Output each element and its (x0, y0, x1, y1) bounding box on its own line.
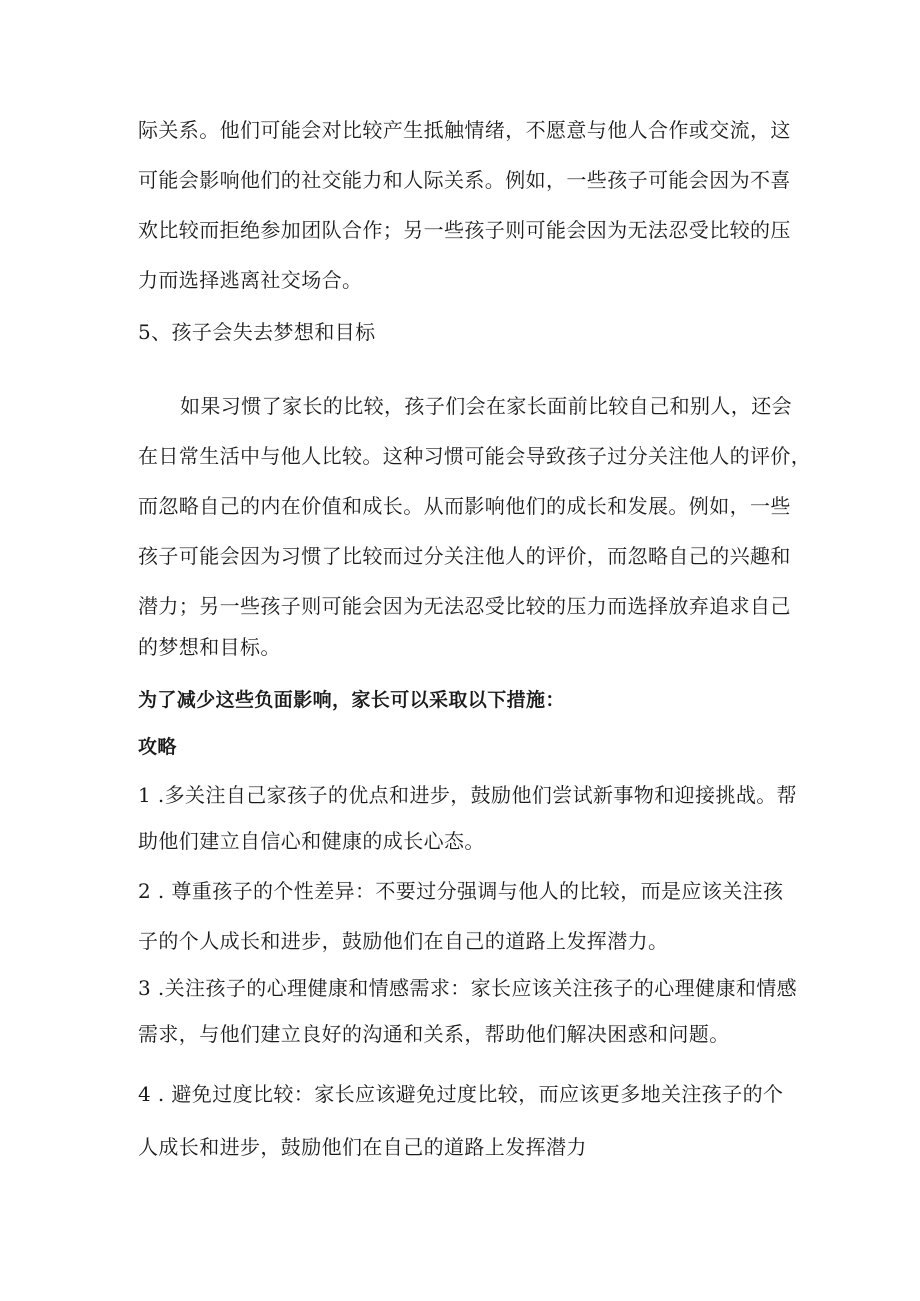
paragraph-line: 潜力；另一些孩子则可能会因为无法忍受比较的压力而选择放弃追求自己 (138, 594, 791, 618)
paragraph-line: 孩子可能会因为习惯了比较而过分关注他人的评价，而忽略自己的兴趣和 (138, 544, 791, 568)
list-item-line: 助他们建立自信心和健康的成长心态。 (138, 829, 485, 853)
list-item-line: 需求，与他们建立良好的沟通和关系，帮助他们解决困惑和问题。 (138, 1022, 730, 1046)
paragraph-line: 在日常生活中与他人比较。这种习惯可能会导致孩子过分关注他人的评价， (138, 444, 812, 468)
strategy-heading: 攻略 (138, 736, 177, 758)
paragraph-line: 的梦想和目标。 (138, 635, 281, 659)
list-item-line: 2 . 尊重孩子的个性差异：不要过分强调与他人的比较，而是应该关注孩 (138, 879, 784, 903)
paragraph-line: 欢比较而拒绝参加团队合作；另一些孩子则可能会因为无法忍受比较的压 (138, 218, 791, 242)
list-item-line: 子的个人成长和进步，鼓励他们在自己的道路上发挥潜力。 (138, 929, 669, 953)
paragraph-line: 而忽略自己的内在价值和成长。从而影响他们的成长和发展。例如，一些 (138, 494, 791, 518)
section-heading: 5、孩子会失去梦想和目标 (138, 320, 376, 344)
paragraph-line: 可能会影响他们的社交能力和人际关系。例如，一些孩子可能会因为不喜 (138, 168, 791, 192)
list-item-line: 3 .关注孩子的心理健康和情感需求：家长应该关注孩子的心理健康和情感 (138, 976, 798, 1000)
list-item-line: 1 .多关注自己家孩子的优点和进步，鼓励他们尝试新事物和迎接挑战。帮 (138, 783, 798, 807)
measures-intro: 为了减少这些负面影响，家长可以采取以下措施： (138, 689, 565, 711)
list-item-line: 4 . 避免过度比较：家长应该避免过度比较，而应该更多地关注孩子的个 (138, 1082, 784, 1106)
paragraph-line: 如果习惯了家长的比较，孩子们会在家长面前比较自己和别人，还会 (180, 394, 792, 418)
list-item-line: 人成长和进步，鼓励他们在自己的道路上发挥潜力 (138, 1135, 587, 1159)
paragraph-line: 际关系。他们可能会对比较产生抵触情绪，不愿意与他人合作或交流，这 (138, 118, 791, 142)
paragraph-line: 力而选择逃离社交场合。 (138, 268, 363, 292)
